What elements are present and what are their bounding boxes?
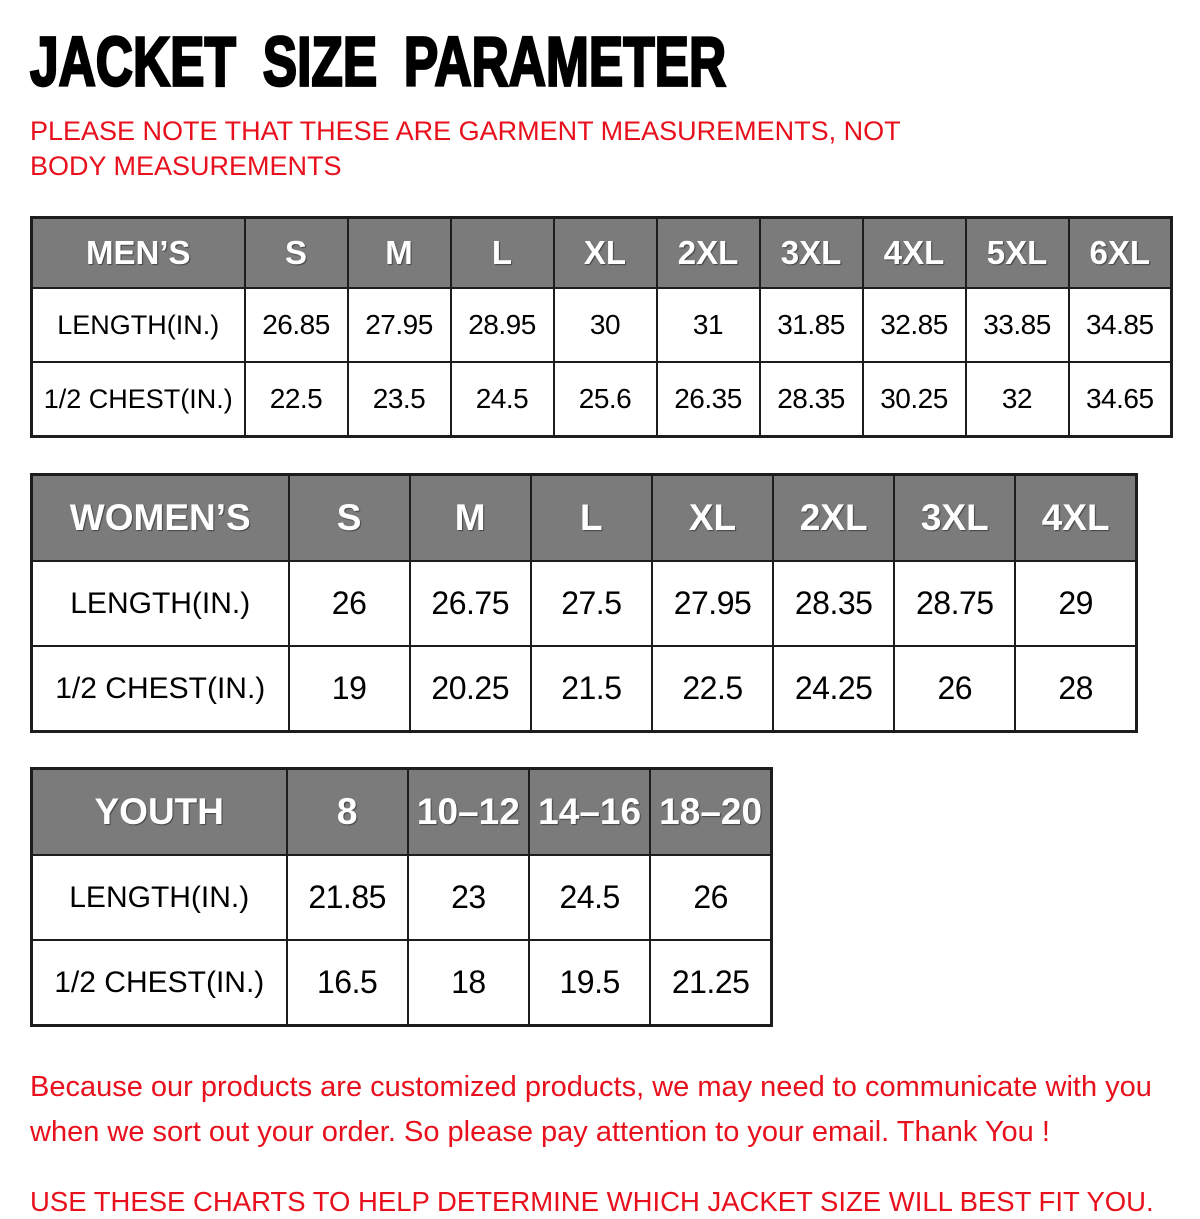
row-label-cell: LENGTH(IN.)	[32, 561, 289, 646]
womens-table-row	[32, 561, 1137, 646]
row-label-cell: LENGTH(IN.)	[32, 288, 245, 362]
womens-size-header-cell: L	[531, 475, 652, 562]
mens-size-header-cell: L	[451, 218, 554, 289]
measurement-value-cell: 28	[1015, 646, 1136, 732]
mens-size-header-cell: 5XL	[966, 218, 1069, 289]
measurement-value-cell: 32.85	[863, 288, 966, 362]
mens-size-header-cell: 2XL	[657, 218, 760, 289]
measurement-value-cell: 34.65	[1069, 362, 1172, 437]
youth-size-table	[30, 767, 773, 1027]
measurement-value-cell: 26.35	[657, 362, 760, 437]
measurement-value-cell: 16.5	[287, 940, 408, 1026]
mens-size-header-cell: 3XL	[760, 218, 863, 289]
mens-header-row	[32, 218, 1172, 289]
customization-notice: Because our products are customized products, we may need to communicate with you when we sort out your order. So please pay attention to your email. Thank You !	[30, 1071, 1152, 1148]
measurement-value-cell: 27.95	[652, 561, 773, 646]
garment-measurement-note: PLEASE NOTE THAT THESE ARE GARMENT MEASUREMENTS, NOT BODY MEASUREMENTS	[30, 116, 901, 181]
womens-size-header-cell: XL	[652, 475, 773, 562]
womens-table-container	[30, 473, 1200, 733]
measurement-value-cell: 24.25	[773, 646, 894, 732]
womens-size-header-cell: 2XL	[773, 475, 894, 562]
measurement-value-cell: 26	[894, 646, 1015, 732]
mens-size-header-cell: 6XL	[1069, 218, 1172, 289]
measurement-value-cell: 25.6	[554, 362, 657, 437]
mens-size-header-cell: 4XL	[863, 218, 966, 289]
measurement-value-cell: 19	[289, 646, 410, 732]
page-title: JACKET SIZE PARAMETER	[30, 21, 727, 101]
measurement-value-cell: 26	[650, 855, 771, 940]
womens-size-header-cell: M	[410, 475, 531, 562]
measurement-value-cell: 23.5	[348, 362, 451, 437]
mens-table-row	[32, 362, 1172, 437]
youth-table-row	[32, 855, 772, 940]
mens-size-header-cell: M	[348, 218, 451, 289]
measurement-value-cell: 23	[408, 855, 529, 940]
measurement-value-cell: 20.25	[410, 646, 531, 732]
youth-size-header-cell: 8	[287, 769, 408, 856]
measurement-value-cell: 24.5	[451, 362, 554, 437]
measurement-value-cell: 22.5	[245, 362, 348, 437]
measurement-value-cell: 19.5	[529, 940, 650, 1026]
mens-table-row	[32, 288, 1172, 362]
measurement-value-cell: 21.85	[287, 855, 408, 940]
measurement-value-cell: 28.35	[760, 362, 863, 437]
chart-usage-note: USE THESE CHARTS TO HELP DETERMINE WHICH JACKET SIZE WILL BEST FIT YOU.	[30, 1186, 1154, 1217]
measurement-value-cell: 26	[289, 561, 410, 646]
measurement-value-cell: 33.85	[966, 288, 1069, 362]
measurement-value-cell: 31	[657, 288, 760, 362]
row-label-cell: 1/2 CHEST(IN.)	[32, 646, 289, 732]
measurement-value-cell: 34.85	[1069, 288, 1172, 362]
measurement-value-cell: 22.5	[652, 646, 773, 732]
row-label-cell: LENGTH(IN.)	[32, 855, 287, 940]
youth-header-row	[32, 769, 772, 856]
measurement-value-cell: 29	[1015, 561, 1136, 646]
youth-category-header-cell: YOUTH	[32, 769, 287, 856]
measurement-value-cell: 28.75	[894, 561, 1015, 646]
womens-table-row	[32, 646, 1137, 732]
measurement-value-cell: 30.25	[863, 362, 966, 437]
mens-size-header-cell: S	[245, 218, 348, 289]
mens-size-table	[30, 216, 1173, 438]
measurement-value-cell: 31.85	[760, 288, 863, 362]
youth-size-header-cell: 18–20	[650, 769, 771, 856]
measurement-value-cell: 28.95	[451, 288, 554, 362]
measurement-value-cell: 28.35	[773, 561, 894, 646]
row-label-cell: 1/2 CHEST(IN.)	[32, 940, 287, 1026]
mens-size-header-cell: XL	[554, 218, 657, 289]
measurement-value-cell: 27.95	[348, 288, 451, 362]
womens-header-row	[32, 475, 1137, 562]
youth-table-container	[30, 767, 1200, 1027]
measurement-value-cell: 21.25	[650, 940, 771, 1026]
youth-size-header-cell: 14–16	[529, 769, 650, 856]
measurement-value-cell: 21.5	[531, 646, 652, 732]
measurement-value-cell: 18	[408, 940, 529, 1026]
measurement-value-cell: 27.5	[531, 561, 652, 646]
mens-category-header-cell: MEN’S	[32, 218, 245, 289]
measurement-value-cell: 26.85	[245, 288, 348, 362]
womens-category-header-cell: WOMEN’S	[32, 475, 289, 562]
measurement-value-cell: 32	[966, 362, 1069, 437]
measurement-value-cell: 24.5	[529, 855, 650, 940]
measurement-value-cell: 30	[554, 288, 657, 362]
measurement-value-cell: 26.75	[410, 561, 531, 646]
womens-size-header-cell: 4XL	[1015, 475, 1136, 562]
youth-size-header-cell: 10–12	[408, 769, 529, 856]
womens-size-table	[30, 473, 1138, 733]
row-label-cell: 1/2 CHEST(IN.)	[32, 362, 245, 437]
womens-size-header-cell: S	[289, 475, 410, 562]
youth-table-row	[32, 940, 772, 1026]
womens-size-header-cell: 3XL	[894, 475, 1015, 562]
mens-table-container	[30, 216, 1200, 438]
